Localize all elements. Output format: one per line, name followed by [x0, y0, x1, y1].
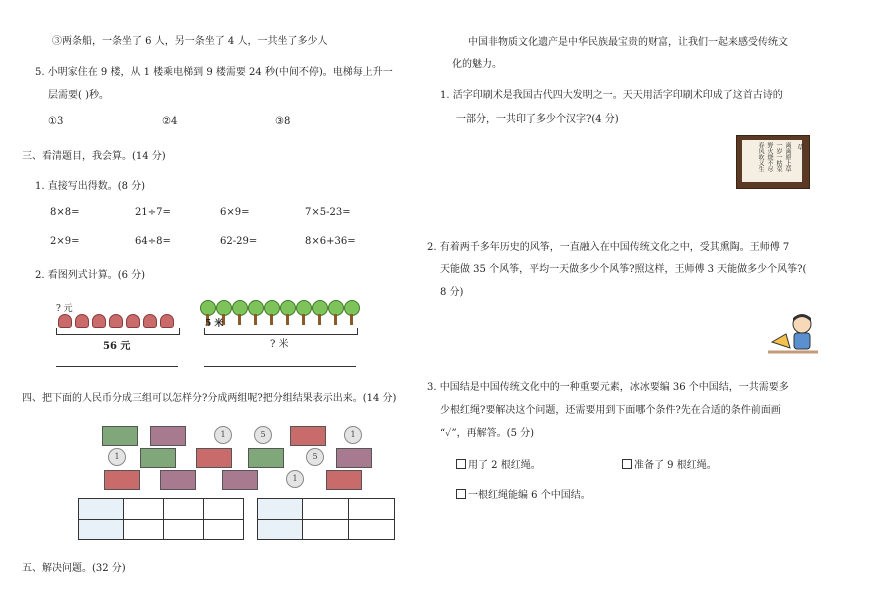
q5-line2: 层需要( )秒。 — [48, 90, 109, 101]
cakes-brace — [56, 328, 180, 335]
condition-option-3[interactable]: 一根红绳能编 6 个中国结。 — [456, 486, 591, 501]
calc-item: 8×8= — [50, 207, 80, 218]
cake-icon — [75, 314, 89, 328]
banknote-image — [160, 470, 196, 490]
banknote-image — [150, 426, 186, 446]
condition-option-2[interactable]: 准备了 9 根红绳。 — [622, 456, 717, 471]
banknote-image — [104, 470, 140, 490]
cake-icon — [109, 314, 123, 328]
r-q1-line1: 1. 活字印刷术是我国古代四大发明之一。天天用活字印刷术印成了这首古诗的 — [440, 90, 783, 101]
checkbox-icon[interactable] — [456, 459, 466, 469]
r-q2-line3: 8 分) — [440, 287, 464, 298]
tree-icon — [344, 300, 358, 326]
intro-line2: 化的魅力。 — [452, 59, 502, 70]
tree-gap-label: 5 米 — [205, 319, 224, 329]
print-column: 春风吹又生 — [757, 142, 764, 172]
print-column: 草 — [796, 144, 803, 150]
checkbox-icon[interactable] — [622, 459, 632, 469]
q4-option-3: ③两条船，一条坐了 6 人，另一条坐了 4 人，一共坐了多少人 — [52, 36, 328, 47]
tree-icon — [280, 300, 294, 326]
coin-image: 1 — [214, 426, 232, 444]
movable-type-print-image — [736, 135, 810, 189]
calc-item: 8×6+36= — [305, 236, 356, 247]
tree-icon — [232, 300, 246, 326]
q5-option-2[interactable]: ②4 — [162, 116, 178, 127]
banknote-image — [196, 448, 232, 468]
print-column: 野火烧不尽 — [766, 142, 773, 172]
coin-image: 1 — [286, 470, 304, 488]
coin-image: 1 — [344, 426, 362, 444]
grid-cell[interactable] — [303, 499, 349, 520]
grid-cell[interactable] — [164, 499, 204, 520]
grid-cell[interactable] — [258, 499, 303, 520]
r-q3-line1: 3. 中国结是中国传统文化中的一种重要元素，冰冰要编 36 个中国结，一共需要多 — [427, 382, 789, 393]
banknote-image — [248, 448, 284, 468]
cake-icon — [92, 314, 106, 328]
trees-brace — [204, 328, 358, 335]
coin-image: 1 — [108, 448, 126, 466]
r-q2-line2: 天能做 35 个风筝，平均一天做多少个风筝?照这样，王师傅 3 天能做多少个风筝?( — [440, 264, 807, 275]
checkbox-icon[interactable] — [456, 489, 466, 499]
answer-line — [204, 366, 356, 367]
banknote-image — [222, 470, 258, 490]
print-column: 一岁一枯荣 — [775, 142, 782, 172]
s3-q2-title: 2. 看图列式计算。(6 分) — [35, 270, 146, 281]
banknote-image — [336, 448, 372, 468]
r-q2-line1: 2. 有着两千多年历史的风筝，一直融入在中国传统文化之中，受其熏陶。王师傅 7 — [427, 242, 790, 253]
banknote-image — [326, 470, 362, 490]
coin-image: 5 — [254, 426, 272, 444]
q5-option-1[interactable]: ①3 — [48, 116, 64, 127]
calc-item: 21÷7= — [135, 207, 171, 218]
grid-cell[interactable] — [124, 519, 164, 540]
calc-item: 62-29= — [220, 236, 258, 247]
boy-making-kite-image — [768, 312, 820, 358]
grid-cell[interactable] — [124, 499, 164, 520]
grid-cell[interactable] — [349, 499, 395, 520]
section4-title: 四、把下面的人民币分成三组可以怎样分?分成两组呢?把分组结果表示出来。(14 分) — [22, 393, 397, 404]
grouping-grid-two[interactable] — [257, 498, 395, 540]
grid-cell[interactable] — [349, 519, 395, 540]
cakes-question-label: ? 元 — [56, 304, 73, 314]
grid-cell[interactable] — [204, 499, 244, 520]
r-q3-line3: “✓”，再解答。(5 分) — [440, 428, 535, 439]
cakes-total-label: 56 元 — [103, 341, 131, 352]
tree-icon — [312, 300, 326, 326]
section5-title: 五、解决问题。(32 分) — [22, 563, 126, 574]
grid-cell[interactable] — [164, 519, 204, 540]
tree-icon — [328, 300, 342, 326]
banknote-image — [102, 426, 138, 446]
calc-item: 7×5-23= — [305, 207, 351, 218]
banknote-image — [140, 448, 176, 468]
condition-option-1[interactable]: 用了 2 根红绳。 — [456, 456, 541, 471]
q5-line1: 5. 小明家住在 9 楼，从 1 楼乘电梯到 9 楼需要 24 秒(中间不停)。电梯每上升一 — [35, 67, 393, 78]
cake-icon — [143, 314, 157, 328]
tree-icon — [296, 300, 310, 326]
banknote-image — [290, 426, 326, 446]
grouping-grid-three[interactable] — [78, 498, 244, 540]
grid-cell[interactable] — [79, 519, 124, 540]
calc-item: 64÷8= — [135, 236, 171, 247]
section3-title: 三、看清题目，我会算。(14 分) — [22, 151, 166, 162]
r-q1-line2: 一部分，一共印了多少个汉字?(4 分) — [456, 114, 619, 125]
calc-item: 6×9= — [220, 207, 250, 218]
grid-cell[interactable] — [204, 519, 244, 540]
grid-cell[interactable] — [258, 519, 303, 540]
tree-icon — [248, 300, 262, 326]
tree-icon — [264, 300, 278, 326]
intro-line1: 中国非物质文化遗产是中华民族最宝贵的财富，让我们一起来感受传统文 — [468, 37, 788, 48]
cake-icon — [58, 314, 72, 328]
coin-image: 5 — [306, 448, 324, 466]
cake-icon — [160, 314, 174, 328]
q5-option-3[interactable]: ③8 — [275, 116, 291, 127]
r-q3-line2: 少根红绳?要解决这个问题，还需要用到下面哪个条件?先在合适的条件前面画 — [440, 405, 781, 416]
calc-item: 2×9= — [50, 236, 80, 247]
answer-line — [56, 366, 178, 367]
trees-total-label: ? 米 — [270, 339, 289, 350]
grid-cell[interactable] — [303, 519, 349, 540]
print-column: 离离原上草 — [784, 142, 791, 172]
grid-cell[interactable] — [79, 499, 124, 520]
cake-icon — [126, 314, 140, 328]
s3-q1-title: 1. 直接写出得数。(8 分) — [35, 181, 146, 192]
